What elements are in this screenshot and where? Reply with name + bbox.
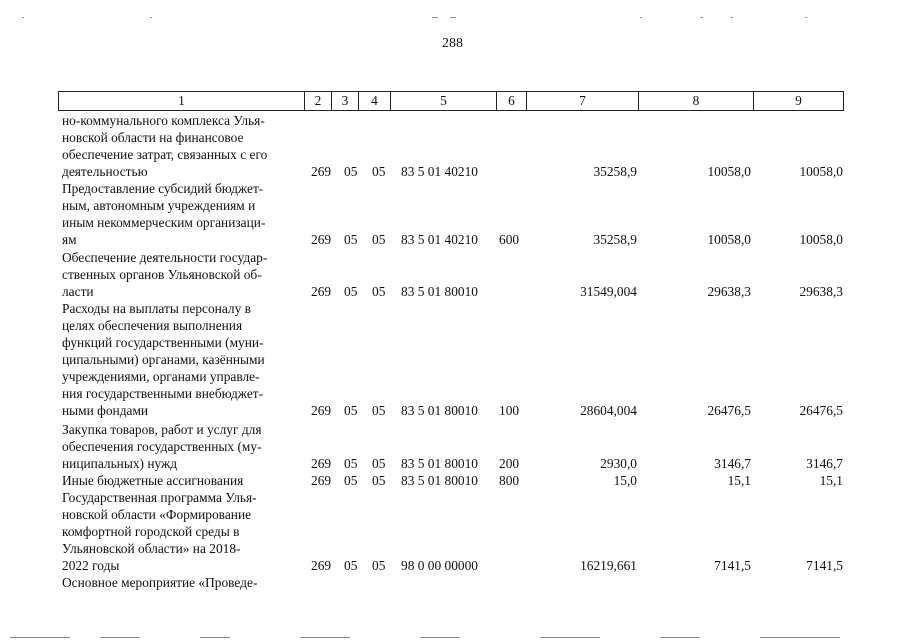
row-2-text-line: ным, автономным учреждениям и [62,198,256,213]
scan-artifact-bottom [0,628,905,632]
row-6-col-9: 15,1 [819,473,843,488]
row-4-col-6: 100 [499,403,520,418]
row-5-col-2: 269 [311,456,332,471]
row-3-col-9: 29638,3 [799,284,843,299]
row-5-text-line: ниципальных) нужд [62,456,178,471]
row-3-col-8: 29638,3 [707,284,751,299]
row-5-col-9: 3146,7 [806,456,843,471]
row-5-text-line: Закупка товаров, работ и услуг для [62,422,262,437]
row-3-col-4: 05 [372,284,386,299]
row-3-col-7: 31549,004 [580,284,637,299]
row-6-col-2: 269 [311,473,332,488]
row-7-text-line: новской области «Формирование [62,507,252,522]
row-2-col-8: 10058,0 [707,232,751,247]
row-4-text-line: ципальными) органами, казёнными [62,352,265,367]
row-4-text-line: Расходы на выплаты персоналу в [62,301,251,316]
row-1-col-5: 83 5 01 40210 [401,164,478,179]
row-4-text-line: целях обеспечения выполнения [62,318,243,333]
row-2-col-4: 05 [372,232,386,247]
header-cell-2: 2 [305,92,332,110]
row-2-col-7: 35258,9 [593,232,637,247]
row-1-text-line: деятельностью [62,164,148,179]
header-cell-3: 3 [332,92,359,110]
row-2-col-6: 600 [499,232,520,247]
row-7-text-line: Государственная программа Улья- [62,490,257,505]
header-cell-7: 7 [527,92,639,110]
row-3-text-line: ласти [62,284,94,299]
row-4-col-7: 28604,004 [580,403,637,418]
row-2-col-5: 83 5 01 40210 [401,232,478,247]
row-6-col-4: 05 [372,473,386,488]
row-2-col-9: 10058,0 [799,232,843,247]
row-8-text-line: Основное мероприятие «Проведе- [62,575,258,590]
row-7-text-line: 2022 годы [62,558,120,573]
row-7-text-line: Ульяновской области» на 2018- [62,541,241,556]
row-5-col-4: 05 [372,456,386,471]
row-1-text-line: обеспечение затрат, связанных с его [62,147,268,162]
row-6-col-3: 05 [344,473,358,488]
scan-artifact-top [0,8,905,12]
row-2-text-line: Предоставление субсидий бюджет- [62,181,264,196]
row-1-col-2: 269 [311,164,332,179]
row-7-col-4: 05 [372,558,386,573]
row-7-col-2: 269 [311,558,332,573]
row-4-text-line: ния государственными внебюджет- [62,386,264,401]
row-6-col-7: 15,0 [613,473,637,488]
row-1-col-8: 10058,0 [707,164,751,179]
row-5-text-line: обеспечения государственных (му- [62,439,262,454]
row-7-col-7: 16219,661 [580,558,637,573]
row-7-col-9: 7141,5 [806,558,843,573]
row-3-text-line: Обеспечение деятельности государ- [62,250,268,265]
row-4-text-line: функций государственными (муни- [62,335,264,350]
row-5-col-3: 05 [344,456,358,471]
row-7-col-5: 98 0 00 00000 [401,558,478,573]
row-6-col-5: 83 5 01 80010 [401,473,478,488]
row-2-text-line: иным некоммерческим организаци- [62,215,266,230]
row-1-text-line: новской области на финансовое [62,130,244,145]
table-header [58,91,844,111]
row-1-text-line: но-коммунального комплекса Улья- [62,113,265,128]
row-6-col-8: 15,1 [727,473,751,488]
row-1-col-7: 35258,9 [593,164,637,179]
row-5-col-6: 200 [499,456,520,471]
row-4-col-3: 05 [344,403,358,418]
row-4-col-5: 83 5 01 80010 [401,403,478,418]
row-2-col-3: 05 [344,232,358,247]
header-cell-8: 8 [639,92,754,110]
row-3-col-5: 83 5 01 80010 [401,284,478,299]
row-1-col-3: 05 [344,164,358,179]
page-number: 288 [442,36,463,51]
row-3-text-line: ственных органов Ульяновской об- [62,267,262,282]
row-4-col-4: 05 [372,403,386,418]
row-4-text-line: учреждениями, органами управле- [62,369,260,384]
row-7-text-line: комфортной городской среды в [62,524,240,539]
header-cell-9: 9 [795,93,802,108]
row-6-col-6: 800 [499,473,520,488]
row-5-col-5: 83 5 01 80010 [401,456,478,471]
row-1-col-4: 05 [372,164,386,179]
row-2-col-2: 269 [311,232,332,247]
row-5-col-8: 3146,7 [714,456,751,471]
row-7-col-3: 05 [344,558,358,573]
row-5-col-7: 2930,0 [600,456,637,471]
row-1-col-9: 10058,0 [799,164,843,179]
row-3-col-3: 05 [344,284,358,299]
row-2-text-line: ям [62,232,77,247]
row-3-col-2: 269 [311,284,332,299]
row-4-text-line: ными фондами [62,403,149,418]
row-4-col-2: 269 [311,403,332,418]
row-6-text-line: Иные бюджетные ассигнования [62,473,244,488]
header-cell-5: 5 [391,92,497,110]
row-4-col-8: 26476,5 [707,403,751,418]
header-cell-6: 6 [497,92,527,110]
row-4-col-9: 26476,5 [799,403,843,418]
row-7-col-8: 7141,5 [714,558,751,573]
header-cell-1: 1 [59,92,305,110]
header-cell-4: 4 [359,92,391,110]
